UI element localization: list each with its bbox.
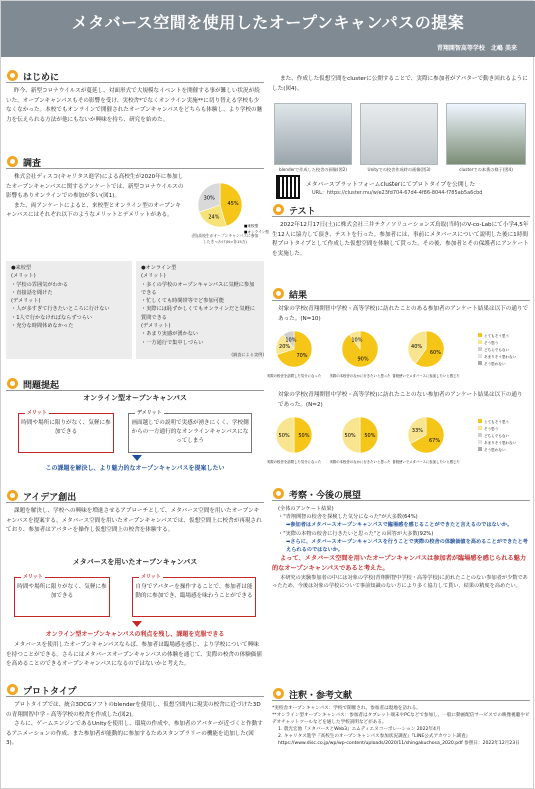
unity-school-image [360, 103, 438, 165]
pie-label: 45% [227, 201, 239, 208]
idea-section [6, 489, 264, 668]
bullet-icon [7, 490, 18, 501]
test-title: テスト [289, 207, 316, 217]
result-pie-label: 70% [296, 352, 308, 359]
group1-title: 対象の学校(青翔開智中学校・高等学校)に訪れたことのある参加者のアンケート結果は以下の通りであった。(N=10) [278, 306, 529, 322]
legend-label: そう思わない [484, 448, 506, 452]
result-question: 普段使いでメタバースに参加したいと感じた [392, 460, 460, 464]
bullet-icon [273, 688, 284, 699]
legend-label: そう思う [484, 341, 499, 345]
legend-swatch [478, 354, 482, 358]
bullet-icon [7, 378, 18, 389]
result-question: 実際の本校舎のなかに行きたいと思った [329, 374, 391, 378]
result-question: 実際の校舎を訪問した気分になった [266, 374, 322, 378]
not-visited-results-charts [266, 413, 530, 467]
figure3-caption: Unityでの校舎作成時の画像(図3) [367, 167, 431, 172]
bullet-icon [273, 488, 284, 499]
idea-text: 課題を解決し、学校への興味を増進させるアプローチとして、メタバース空間を用いたオープンキャンパスを提案する。メタバース空間を用いたオープンキャンパスでは、仮想空間上に校舎が再現されており、参加者はアバターを操作し仮想空間上の校舎を体験する。 [6, 508, 262, 534]
intro-section [6, 69, 264, 125]
pie-label: 24% [208, 214, 220, 221]
result-pie-label: 20% [279, 343, 291, 350]
cluster-section [272, 75, 530, 196]
result-question: 普段使いでメタバースに参加したいと感じた [392, 374, 460, 378]
reference-1: 1. 農光宏他『メタバースとWeb3』エムディエヌコーポレーション 2022年4月 [278, 727, 441, 732]
intro-text: 昨今、新型コロナウイルスが蔓延し、対面形式で大規模なイベントを開催する事が難しい状況が続いた。オープンキャンパスもその影響を受け、実校舎*でなくオンライン実施**に切り替える学校も少なくなかった。本校でもオンラインで開催されたオープンキャンパスをどちらも体験し、より学校の魅力を伝えられる方法が他にもないか興味を持ち、研究を始めた。 [6, 88, 263, 123]
idea-heading [6, 489, 264, 503]
survey-section [6, 155, 269, 357]
cluster-event-image [446, 103, 526, 165]
result-pie-label: 50% [344, 433, 356, 439]
legend-label: とてもそう思う [484, 334, 510, 338]
legend-swatch [478, 447, 482, 451]
poster-header [1, 1, 535, 57]
result-pie-label: 50% [364, 433, 376, 439]
result-pie-label: 40% [411, 343, 423, 350]
problem-heading [6, 377, 264, 391]
down-arrow-icon [132, 621, 142, 627]
idea-merit-text: 時間や場所に限りがなく、気軽に参加できる [17, 584, 107, 599]
qr-code-icon [276, 175, 300, 199]
survey-title: 調査 [23, 159, 42, 169]
legend-swatch [478, 440, 482, 444]
bullet-icon [7, 156, 18, 167]
pie-caption: (図)高校生がオープンキャンパスに参加したきっかけ(N=各15万) [191, 233, 259, 244]
problem-title: 問題提起 [23, 381, 60, 391]
result-pie-label: 33% [411, 427, 424, 434]
result-pie-label: 10% [285, 337, 297, 344]
bullet-icon [273, 204, 284, 215]
notes-section [272, 687, 530, 747]
reference-2: 2. キャリタス進学『高校生のオープンキャンパス参加状況調査』『LINE公式アカウント調査』https://www.disc.co.jp/wp/wp-content/uploads/2020/11/shingakuchosa_2020.pdf 参照日：2022年12月23日 [278, 734, 520, 746]
discussion-bullet-1b: ➡参加者はメタバースオープンキャンパスで臨場感を感じることができたと言えるのではないか。 [286, 522, 513, 529]
idea-merit-text-2: 自身でアバターを操作することで、参加者は能動的に参加でき、臨場感を味わうことができる [135, 584, 253, 599]
cluster-url[interactable]: URL：https://cluster.mu/w/e23fd704-67d4-4f86-8044-f785ab5a6cbd [312, 190, 483, 196]
idea-subtitle: メタバースを用いたオープンキャンパス [72, 558, 198, 566]
notes-heading [272, 687, 530, 701]
results-section [266, 287, 530, 464]
result-question: 実際の校舎を訪問した気分になった [266, 460, 322, 464]
legend-label: そう思わない [484, 362, 506, 366]
result-pie-label: 10% [351, 337, 363, 344]
legend-swatch [478, 347, 482, 351]
legend-label: そう思う [484, 427, 499, 431]
problem-merit-text: 時間や場所に限りがなく、気軽に参加できる [21, 420, 111, 435]
test-section [272, 203, 530, 259]
figure2-caption: blenderで作成した校舎の画像(図2) [278, 167, 347, 172]
legend-label: あまりそう思わない [484, 441, 517, 445]
discussion-bullet-2b: ➡さらに、メタバースオープンキャンパスを行うことで実際の校舎の体験価値を高めることができたと考えられるのではないか。 [286, 538, 528, 554]
problem-demerit-box [128, 410, 252, 453]
prototype-title: プロトタイプ [23, 687, 77, 697]
notes-title: 注釈・参考文献 [289, 691, 353, 701]
problem-demerit-text: 画面越しでの説明で実感が湧きにくく、学校側からの一方通行的なオンラインキャンパスになってしまう [131, 420, 249, 444]
discussion-section [272, 487, 530, 591]
problem-section [6, 377, 264, 472]
pie-label: 30% [203, 195, 215, 202]
intro-title: はじめに [23, 73, 60, 83]
poster-title: メタバース空間を使用したオープンキャンパスの提案 [71, 13, 465, 32]
result-question: 実際の本校舎のなかに行きたいと思った [329, 460, 391, 464]
prototype-heading [6, 683, 264, 697]
discussion-text: 本研究の実験参加者の中には対象の学校(青翔開智中学校・高等学校)に訪れたことのない参加者が少数であったため、今後は対象の学校について事前知識のない方により多く協力して貰い、結果の精度を高めたい。 [272, 575, 528, 590]
result-pie-label: 67% [428, 438, 441, 445]
survey-text-1: 株式会社ディスコ(キャリタス進学)による高校生が2020年に参加したオープンキャンパスに関するアンケートでは、新型コロナウイルスの影響もありオンラインでの参加が多い(図1)。 [6, 174, 184, 200]
pie-legend-a: ■来校型 [244, 224, 259, 228]
bullet-icon [7, 70, 18, 81]
results-title: 結果 [289, 291, 308, 301]
idea-text-2: メタバースを使用したオープンキャンパスならば、参加者は臨場感を感じ、より学校について興味を持つことができる。さらにはメタバースオープンキャンパスの体験を通じて、実際の校舎の体験価値を高めることのできるオープンキャンパスになるのではないかと考えた。 [6, 642, 262, 668]
legend-label: どちらでもない [484, 434, 510, 438]
problem-conclusion: この課題を解決し、より魅力的なオープンキャンパスを提案したい [45, 465, 225, 472]
discussion-bullet-2: ・"実際の本物の校舎に行きたいと思った"との回答が大多数(92%) [278, 530, 434, 537]
discussion-heading [272, 487, 530, 501]
result-pie-label: 60% [429, 350, 441, 357]
blender-school-image [274, 103, 352, 165]
note-1: *実校舎オープンキャンパス：学校で開催され、参加者は現地を訪れる。 [272, 706, 421, 711]
merit-tag: メリット [27, 410, 47, 416]
result-pie-label: 50% [278, 433, 290, 439]
test-heading [272, 203, 530, 217]
down-arrow-icon [132, 455, 142, 461]
legend-swatch [478, 361, 482, 365]
discussion-bullet-1: ・"青翔開智の校舎を探検した気分になった"が大多数(64%) [278, 514, 418, 521]
bullet-icon [273, 288, 284, 299]
legend-swatch [478, 419, 482, 423]
legend-label: とてもそう思う [484, 420, 510, 424]
cluster-text: また、作成した仮想空間をclusterに公開することで、実際に参加者がアバターで動き回れるようにした(図4)。 [272, 76, 528, 92]
intro-heading [6, 69, 264, 83]
discussion-lead: (全体のアンケート結果) [278, 506, 334, 512]
survey-heading [6, 155, 264, 169]
online-type-box: ●オンライン型 (メリット) ・多くの学校のオープンキャンパスに気軽に参加できる ・忙しくても時間帯等でど参加可能 ・実際には恥ずかしくてもオンラインだと気軽に質問できる (デメリット) ・あまり実感が湧かない ・一方通行で集中しづらい [136, 261, 264, 359]
survey-source: (調査による実例) [231, 352, 264, 357]
visit-type-box: ●来校型 (メリット) ・学校の雰囲気がわかる ・直接話を聞けた (デメリット) ・人が多すぎて行きたいところに行けない ・1人で行かなければならずつらい ・充分な時間休めなかった [6, 261, 132, 359]
survey-text-2: また、両アンケートによると、来校型とオンライン型のオープンキャンパスにはそれぞれ以下のようなメリットとデメリットがある。 [6, 202, 181, 219]
pie-legend-b: ■オンライン型 [244, 230, 269, 234]
merit-tag-2: メリット [141, 574, 161, 580]
figure4-caption: clusterでの本番の様子(図4) [459, 167, 513, 172]
legend-swatch [478, 426, 482, 430]
test-text: 2022年12月17日(土)に株式会社三井テクノソリューションズ鳥取(当時)のV-co-Labにて小学4,5年生12人に協力して頂き、テストを行った。参加者には、事前にメタバースについて説明した後に1時間程プロトタイプとして作成した仮想空間を体験して貰った。その後、参加者とその保護者にアンケートを実施した。 [272, 222, 529, 257]
discussion-title: 考察・今後の展望 [289, 491, 362, 501]
legend-swatch [478, 340, 482, 344]
note-2: **オンライン型オープンキャンパス：参加者はタブレット端末やPCなどで参加し、一般に動画配信サービスでの映像視聴やビデオチャットツールなどを通した学校説明などがある。 [272, 713, 530, 725]
group2-title: 対象の学校(青翔開智中学校・高等学校)に訪れたことのない参加者のアンケート結果は以下の通りであった。(N=2) [278, 392, 523, 408]
qr-description: メタバースプラットフォームclusterにてプロトタイプを公開した [306, 182, 476, 188]
prototype-text-2: さらに、ゲームエンジンであるUnityを使用し、環境の作成や、参加者のアバターが近づくと作動するアニメーションの作成、また参加者が能動的に参加するためスタンプラリーの機能を追加した(図3)。 [6, 721, 263, 747]
idea-title: アイデア創出 [23, 493, 77, 503]
demerit-tag: デメリット [137, 410, 162, 416]
result-pie-label: 90% [357, 356, 369, 363]
idea-merit-box-2 [132, 574, 256, 617]
problem-merit-box [18, 410, 114, 453]
visited-results-charts [266, 327, 530, 381]
problem-subtitle: オンライン型オープンキャンパス [83, 394, 187, 402]
bullet-icon [7, 684, 18, 695]
results-heading [272, 287, 530, 301]
discussion-conclusion: よって、メタバース空間を用いたオープンキャンパスは参加者が臨場感を感じられる魅力的なオープンキャンパスであると考えた。 [272, 555, 527, 573]
prototype-text: プロトタイプでは、統合3DCGソフトのblenderを使用し、仮想空間内に現実の校舎に近づけた3Dの青翔開智中学・高等学校の校舎を作成した(図2)。 [6, 702, 261, 718]
legend-label: どちらでもない [484, 348, 510, 352]
result-pie-label: 50% [298, 433, 310, 439]
idea-conclusion: オンライン型オープンキャンパスの利点を残し、課題を克服できる [45, 631, 225, 638]
merit-tag: メリット [23, 574, 43, 580]
prototype-section [6, 683, 264, 749]
legend-swatch [478, 333, 482, 337]
legend-label: あまりそう思わない [484, 355, 517, 359]
legend-swatch [478, 433, 482, 437]
author: 青翔開智高等学校 北嶋 美来 [436, 45, 517, 52]
idea-merit-box [14, 574, 110, 617]
